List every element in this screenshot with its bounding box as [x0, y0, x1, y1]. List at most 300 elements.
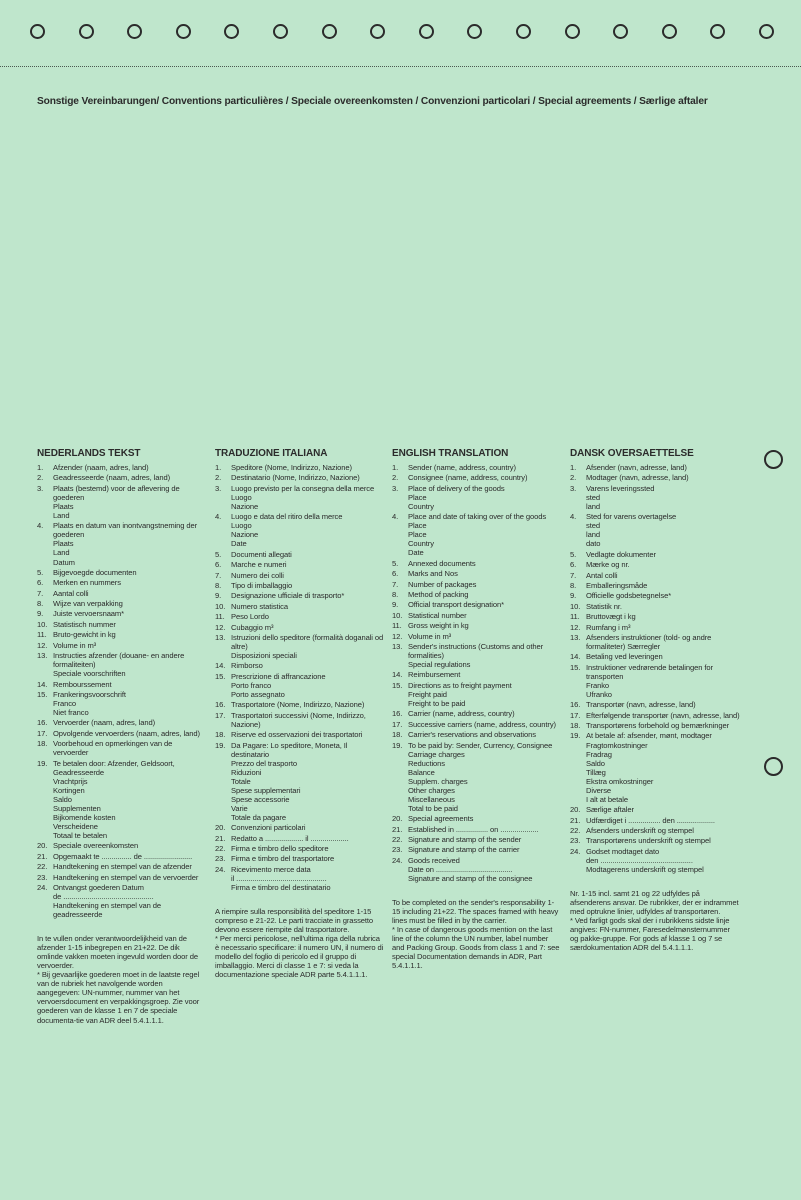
item-text	[53, 718, 207, 727]
item-number: 12.	[37, 640, 48, 650]
item-line: Place and date of taking over of the goods Place	[408, 512, 547, 531]
item-line: Volume in m³	[408, 631, 452, 641]
item-number: 15.	[570, 662, 581, 672]
item-text	[408, 642, 562, 669]
item-line: Saldo	[586, 758, 605, 768]
item-line: Fradrag	[586, 749, 612, 759]
item-line: Redatto a ................... il ...................	[231, 833, 349, 843]
item-text	[408, 709, 562, 718]
list-item	[37, 599, 207, 608]
item-number: 16.	[392, 709, 403, 719]
list-item	[392, 720, 562, 729]
list-item	[570, 663, 740, 699]
list-item	[392, 512, 562, 557]
list-item	[570, 473, 740, 482]
item-number: 15.	[37, 689, 48, 699]
item-text	[231, 512, 385, 548]
item-line: Land	[53, 548, 70, 558]
item-number: 2.	[392, 473, 399, 483]
item-number: 21.	[215, 833, 226, 843]
item-number: 5.	[37, 567, 44, 577]
item-text	[231, 571, 385, 580]
item-number: 12.	[215, 622, 226, 632]
perforation-holes	[30, 24, 781, 46]
item-number: 5.	[215, 549, 222, 559]
item-number: 24.	[392, 855, 403, 865]
item-text	[53, 620, 207, 629]
list-item	[215, 741, 385, 822]
item-text	[408, 814, 562, 823]
item-line: Porto assegnato	[231, 689, 285, 699]
perforation-hole	[370, 24, 385, 39]
item-line: Modtager (navn, adresse, land)	[586, 473, 689, 483]
item-text	[586, 663, 740, 699]
item-line: Carriage charges	[408, 749, 465, 759]
item-line: Place	[408, 530, 427, 540]
column-footnote	[37, 934, 207, 1024]
item-text	[231, 463, 385, 472]
item-text	[586, 816, 740, 825]
item-line: Directions as to freight payment	[408, 680, 512, 690]
list-item	[37, 680, 207, 689]
item-text	[231, 633, 385, 660]
item-line: Statistisch nummer	[53, 619, 116, 629]
footnote-paragraph: * Per merci pericolose, nell'ultima riga della rubrica è necessario specificare: il numero UN, il numero di modello del foglio di pericolo ed il gruppo di imballaggio. Merci di classe 1 e 7: si veda la documentazione speciale ADR parte 5.4.1.1.1.	[215, 934, 384, 980]
item-number: 23.	[392, 845, 403, 855]
item-line: dato	[586, 539, 601, 549]
list-item	[215, 711, 385, 729]
item-text	[586, 633, 740, 651]
list-item	[392, 856, 562, 883]
item-number: 16.	[570, 700, 581, 710]
item-text	[408, 632, 562, 641]
item-line: Documenti allegati	[231, 549, 292, 559]
item-number: 19.	[570, 731, 581, 741]
list-item	[37, 630, 207, 639]
item-line: Handtekening en stempel van de geadresseerde	[53, 901, 162, 920]
item-line: Consignee (name, address, country)	[408, 473, 528, 483]
item-line: Handtekening en stempel van de vervoerder	[53, 872, 199, 882]
item-text	[586, 571, 740, 580]
item-text	[53, 873, 207, 882]
list-item	[37, 873, 207, 882]
perforation-hole	[79, 24, 94, 39]
list-item	[392, 730, 562, 739]
list-item	[215, 633, 385, 660]
item-number: 24.	[570, 846, 581, 856]
list-item	[215, 581, 385, 590]
item-line: Nazione	[231, 530, 259, 540]
item-line: I alt at betale	[586, 794, 628, 804]
item-text	[53, 589, 207, 598]
item-number: 17.	[570, 710, 581, 720]
item-number: 2.	[570, 473, 577, 483]
item-line: Vrachtprijs	[53, 776, 88, 786]
item-text	[408, 600, 562, 609]
item-text	[586, 836, 740, 845]
item-line: Special agreements	[408, 814, 474, 824]
item-text	[231, 550, 385, 559]
list-item	[570, 633, 740, 651]
item-text	[586, 731, 740, 803]
list-item	[570, 623, 740, 632]
item-text	[53, 521, 207, 566]
item-line: Speciale overeenkomsten	[53, 841, 139, 851]
item-number: 10.	[392, 610, 403, 620]
item-line: Da Pagare: Lo speditore, Moneta, Il destinatario	[231, 740, 348, 759]
item-line: Special regulations	[408, 660, 471, 670]
item-number: 23.	[37, 872, 48, 882]
item-number: 18.	[570, 721, 581, 731]
item-line: Ontvangst goederen Datum	[53, 882, 144, 892]
list-item	[392, 681, 562, 708]
list-item	[570, 484, 740, 511]
item-line: Transportørens forbehold og bemærkninger	[586, 721, 730, 731]
item-text	[408, 856, 562, 883]
item-text	[586, 652, 740, 661]
item-text	[586, 581, 740, 590]
item-text	[231, 741, 385, 822]
perforation-hole	[127, 24, 142, 39]
item-line: Land	[53, 510, 70, 520]
item-number: 4.	[392, 512, 399, 522]
item-line: Trasportatore (Nome, Indirizzo, Nazione)	[231, 700, 365, 710]
perforation-line	[0, 66, 801, 67]
perforation-hole	[662, 24, 677, 39]
list-item	[37, 463, 207, 472]
item-line: Frankeringsvoorschrift	[53, 689, 126, 699]
item-number: 20.	[392, 814, 403, 824]
footnote-paragraph: * In case of dangerous goods mention on the last line of the column the UN number, label number and Packing Group. Goods from class 1 and 7: see special Documentation demands in ADR, Part 5.4.1.1.1.	[392, 925, 560, 971]
item-line: Signature and stamp of the carrier	[408, 845, 520, 855]
item-number: 22.	[215, 844, 226, 854]
item-number: 3.	[392, 483, 399, 493]
item-text	[408, 484, 562, 511]
item-line: Trasportatori successivi (Nome, Indirizzo, Nazione)	[231, 710, 366, 729]
item-line: Luogo	[231, 492, 252, 502]
item-line: den ..............................................	[586, 855, 693, 865]
item-line: Spese supplementari	[231, 785, 301, 795]
list-item	[570, 571, 740, 580]
item-line: Number of packages	[408, 579, 477, 589]
item-line: Miscellaneous	[408, 794, 455, 804]
list-item	[37, 883, 207, 919]
item-line: Prescrizione di affrancazione	[231, 671, 326, 681]
item-line: Carrier's reservations and observations	[408, 730, 536, 740]
column-english	[392, 448, 562, 970]
item-text	[408, 559, 562, 568]
list-item	[37, 568, 207, 577]
item-text	[586, 473, 740, 482]
item-text	[53, 852, 207, 861]
item-line: Designazione ufficiale di trasporto*	[231, 591, 345, 601]
item-text	[408, 512, 562, 557]
item-number: 19.	[392, 740, 403, 750]
item-number: 18.	[37, 739, 48, 749]
list-item	[392, 590, 562, 599]
item-number: 8.	[37, 599, 44, 609]
list-item	[37, 739, 207, 757]
item-text	[53, 609, 207, 618]
item-line: Aantal colli	[53, 588, 89, 598]
item-line: Volume in m³	[53, 640, 97, 650]
item-line: Date on ......................................	[408, 864, 513, 874]
list-item	[570, 560, 740, 569]
item-text	[53, 883, 207, 919]
list-item	[37, 841, 207, 850]
perforation-hole	[565, 24, 580, 39]
item-line: Convenzioni particolari	[231, 823, 306, 833]
column-title: DANSK OVERSAETTELSE	[570, 448, 694, 459]
item-number: 16.	[37, 718, 48, 728]
item-line: Supplem. charges	[408, 776, 468, 786]
list-item	[392, 670, 562, 679]
item-line: Juiste vervoersnaam*	[53, 609, 125, 619]
list-item	[570, 816, 740, 825]
item-text	[53, 651, 207, 678]
item-line: Vedlagte dokumenter	[586, 549, 656, 559]
list-item	[215, 463, 385, 472]
item-line: Ekstra omkostninger	[586, 776, 654, 786]
list-item	[215, 730, 385, 739]
list-item	[37, 620, 207, 629]
footnote-paragraph: A riempire sulla responsibilità del speditore 1-15 compreso e 21-22. Le parti tracciate in grassetto devono essere riempite dal trasportatore.	[215, 906, 374, 935]
item-line: Spese accessorie	[231, 794, 290, 804]
item-line: Istruzioni dello speditore (formalità doganali od altre)	[231, 632, 384, 651]
item-line: Method of packing	[408, 590, 469, 600]
item-number: 8.	[392, 590, 399, 600]
item-line: Særlige aftaler	[586, 805, 634, 815]
item-text	[586, 721, 740, 730]
item-line: Supplementen	[53, 803, 101, 813]
item-text	[53, 680, 207, 689]
item-line: Geadresseerde (naam, adres, land)	[53, 473, 170, 483]
item-text	[53, 841, 207, 850]
item-text	[586, 711, 740, 720]
footnote-paragraph: In te vullen onder verantwoordelijkheid van de afzender 1-15 inbegrepen en 21+22. De dik omlinde vakken moeten ingevuld worden door de vervoerder.	[37, 934, 198, 971]
item-number: 24.	[215, 864, 226, 874]
item-line: land	[586, 501, 600, 511]
item-line: Plaats en datum van inontvangstneming der goederen	[53, 521, 198, 540]
item-text	[408, 621, 562, 630]
item-line: Saldo	[53, 794, 72, 804]
item-number: 12.	[392, 631, 403, 641]
item-line: Ricevimento merce data	[231, 864, 311, 874]
item-line: Balance	[408, 767, 435, 777]
item-line: Speciale voorschriften	[53, 669, 126, 679]
item-line: Reductions	[408, 758, 445, 768]
item-number: 13.	[570, 632, 581, 642]
list-item	[392, 580, 562, 589]
item-line: Afsenders instruktioner (told- og andre formaliteter) Særregler	[586, 632, 712, 651]
item-number: 17.	[392, 719, 403, 729]
item-line: Place of delivery of the goods	[408, 483, 505, 493]
list-item	[215, 700, 385, 709]
item-line: de .............................................	[53, 891, 154, 901]
list-item	[392, 642, 562, 669]
column-dutch	[37, 448, 207, 1025]
footnote-paragraph: * Ved farligt gods skal der i rubrikkens sidste linje angives: FN-nummer, Faresedelmønsternummer og pakke-gruppe. For gods af klasse 1 og 7 se særdokumentation ADR del 5.4.1.1.1.	[570, 916, 730, 953]
item-text	[231, 865, 385, 892]
item-line: Godset modtaget dato	[586, 846, 660, 856]
translation-columns	[37, 448, 767, 1188]
item-line: Firma e timbro del destinatario	[231, 882, 331, 892]
item-text	[231, 591, 385, 600]
list-item	[215, 865, 385, 892]
item-number: 1.	[570, 463, 577, 472]
column-footnote	[570, 889, 740, 952]
item-text	[231, 854, 385, 863]
item-line: Te betalen door: Afzender, Geldsoort, Geadresseerde	[53, 758, 175, 777]
list-item	[392, 611, 562, 620]
item-number: 15.	[215, 671, 226, 681]
list-item	[570, 550, 740, 559]
perforation-hole	[613, 24, 628, 39]
item-number: 14.	[215, 661, 226, 671]
item-line: Statistical number	[408, 610, 467, 620]
item-number: 11.	[570, 612, 580, 622]
item-text	[53, 759, 207, 840]
list-item	[570, 731, 740, 803]
item-line: Franko	[586, 680, 610, 690]
item-number: 7.	[570, 570, 577, 580]
item-number: 5.	[570, 549, 577, 559]
list-item	[392, 559, 562, 568]
item-line: Varie	[231, 803, 248, 813]
list-item	[570, 612, 740, 621]
list-item	[570, 652, 740, 661]
item-number: 18.	[392, 730, 403, 740]
list-item	[215, 834, 385, 843]
item-number: 15.	[392, 680, 403, 690]
item-line: Country	[408, 539, 434, 549]
item-number: 10.	[37, 619, 48, 629]
item-line: Riduzioni	[231, 767, 262, 777]
item-text	[53, 641, 207, 650]
item-line: Totale da pagare	[231, 812, 286, 822]
list-item	[37, 729, 207, 738]
list-item	[392, 835, 562, 844]
item-text	[408, 835, 562, 844]
item-line: Afzender (naam, adres, land)	[53, 463, 149, 472]
list-item	[392, 484, 562, 511]
perforation-hole	[467, 24, 482, 39]
list-item	[37, 690, 207, 717]
item-line: Datum	[53, 557, 75, 567]
perforation-hole	[759, 24, 774, 39]
item-line: Signature and stamp of the sender	[408, 835, 522, 844]
item-number: 19.	[215, 740, 226, 750]
item-line: Gross weight in kg	[408, 621, 469, 631]
item-line: Vervoerder (naam, adres, land)	[53, 718, 156, 728]
item-number: 5.	[392, 558, 399, 568]
item-number: 22.	[392, 835, 403, 844]
list-item	[392, 473, 562, 482]
item-number: 9.	[570, 591, 577, 601]
list-item	[37, 473, 207, 482]
item-number: 2.	[215, 473, 222, 483]
item-text	[408, 720, 562, 729]
item-line: Firma e timbro dello speditore	[231, 844, 329, 854]
item-line: Marche e numeri	[231, 560, 287, 570]
item-line: Varens leveringssted	[586, 483, 655, 493]
item-line: Totale	[231, 776, 251, 786]
item-text	[586, 805, 740, 814]
item-number: 8.	[570, 580, 577, 590]
item-text	[53, 578, 207, 587]
list-item	[37, 651, 207, 678]
item-line: Luogo	[231, 521, 252, 531]
item-text	[231, 844, 385, 853]
item-line: Freight paid	[408, 689, 447, 699]
footnote-paragraph: Nr. 1-15 incl. samt 21 og 22 udfyldes på afsenderens ansvar. De rubrikker, der er indrammet med optrukne linier, udfyldes af transportøren.	[570, 888, 739, 916]
item-number: 23.	[215, 854, 226, 864]
item-number: 20.	[570, 805, 581, 815]
perforation-hole	[30, 24, 45, 39]
item-line: Firma e timbro del trasportatore	[231, 854, 335, 864]
item-text	[231, 711, 385, 729]
item-text	[586, 463, 740, 472]
item-number: 6.	[37, 578, 44, 588]
list-item	[215, 512, 385, 548]
item-line: Opvolgende vervoerders (naam, adres, land)	[53, 728, 200, 738]
item-number: 13.	[37, 651, 48, 661]
item-number: 13.	[215, 632, 226, 642]
item-text	[231, 834, 385, 843]
item-line: Verscheidene	[53, 821, 98, 831]
item-line: Established in ................ on ...................	[408, 824, 539, 834]
list-item	[37, 484, 207, 520]
item-text	[408, 590, 562, 599]
item-number: 14.	[37, 679, 48, 689]
item-text	[53, 568, 207, 577]
item-text	[231, 612, 385, 621]
item-line: Bruto-gewicht in kg	[53, 630, 116, 640]
list-item	[392, 569, 562, 578]
item-number: 23.	[570, 836, 581, 846]
item-line: Wijze van verpakking	[53, 599, 123, 609]
item-line: Official transport designation*	[408, 600, 504, 610]
item-number: 21.	[392, 824, 403, 834]
column-footnote	[215, 907, 385, 979]
list-item	[215, 560, 385, 569]
item-line: Sender (name, address, country)	[408, 463, 516, 472]
item-text	[408, 730, 562, 739]
item-line: Instruktioner vedrørende betalingen for transporten	[586, 662, 713, 681]
list-item	[570, 847, 740, 874]
item-line: Bijgevoegde documenten	[53, 567, 137, 577]
item-text	[586, 700, 740, 709]
item-number: 1.	[37, 463, 44, 472]
item-line: Luogo previsto per la consegna della merce	[231, 483, 375, 493]
item-line: Prezzo del trasporto	[231, 758, 297, 768]
list-item	[37, 521, 207, 566]
list-item	[37, 641, 207, 650]
item-number: 11.	[37, 630, 47, 640]
list-item	[37, 589, 207, 598]
item-line: Sender's instructions (Customs and other formalities)	[408, 641, 544, 661]
item-text	[408, 611, 562, 620]
item-line: Country	[408, 501, 434, 511]
item-text	[408, 463, 562, 472]
item-text	[231, 581, 385, 590]
item-number: 6.	[215, 560, 222, 570]
list-item	[570, 581, 740, 590]
list-item	[37, 862, 207, 871]
item-line: Emballeringsmåde	[586, 580, 648, 590]
list-item	[570, 826, 740, 835]
item-line: Officielle godsbetegnelse*	[586, 591, 672, 601]
